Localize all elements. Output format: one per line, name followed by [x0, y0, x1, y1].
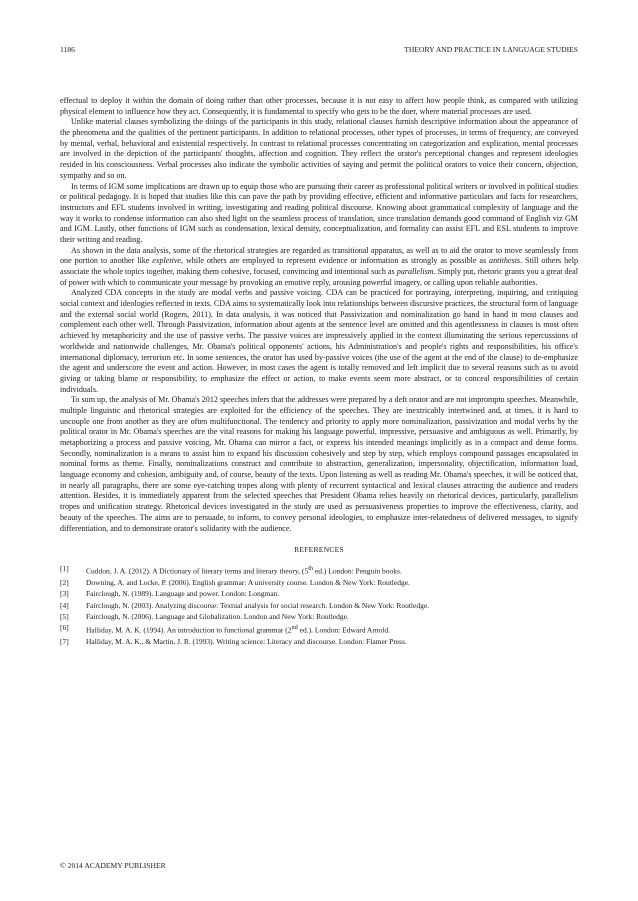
reference-text: Halliday, M. A. K., & Martin, J. R. (1993). Writing science: Literacy and discourse. London: Flamer Press. — [86, 637, 407, 647]
reference-item — [60, 636, 578, 647]
reference-list — [60, 563, 578, 648]
reference-item — [60, 577, 578, 588]
term-parallelism: parallelism — [396, 267, 434, 276]
text-run: . Simply put, rhetoric grants you a great deal of power with which to communicate your message by provoking an emotive reply, arousing powerful imagery, or calling upon reliable authorities. — [60, 267, 578, 287]
reference-number: [4] — [60, 600, 69, 610]
reference-text: Fairclough, N. (1989). Language and power. London: Longman. — [86, 589, 280, 599]
paragraph-rhetorical-strategies — [60, 246, 578, 289]
term-expletive: expletive — [152, 256, 182, 266]
reference-item — [60, 622, 578, 636]
reference-number: [6] — [60, 623, 69, 633]
paragraph-igm-implications: In terms of IGM some implications are drawn up to equip those who are pursuing their career as professional political writers or involved in political studies or political pedagogy. It is hoped that studies like this can pave the path by providing effective, efficient and informative particulars and facts for researchers, instructors and EFL students involved in writing, investigating and reading political discourse. Knowing about grammatical complexity of language and the way it works to condense information can also shed light on the seamless process of translation, since translation demands good command of English viz GM and IGM. Lastly, other functions of IGM such as condensation, lexical density, conceptualization, and formality can assist EFL and ESL students to improve their writing and reading. — [60, 181, 578, 244]
reference-item — [60, 588, 578, 599]
reference-text: Downing, A. and Locke, P. (2006). English grammar: A university course. London & New York: Routledge. — [86, 577, 410, 587]
copyright-footer: © 2014 ACADEMY PUBLISHER — [60, 861, 166, 870]
reference-text: Fairclough, N. (2003). Analyzing discourse: Textual analysis for social research. London & New York: Routledge. — [86, 600, 430, 610]
reference-number: [2] — [60, 577, 69, 587]
paragraph-relational-clauses: Unlike material clauses symbolizing the doings of the participants in this study, relational clauses furnish descriptive information about the appearance of the phenomena and the qualities of the pertinent participants. In addition to relational processes, other types of processes, in terms of frequency, are conveyed by mental, verbal, behavioral and existential respectively. In contrast to relational processes concentrating on categorization and explication, mental processes are involved in the depiction of the participants' thoughts, affection and cognition. They reflect the orator's perceptional changes and represent ideologies resided in his consciousness. Verbal processes also indicate the symbolic activities of saying and permit the political orators to voice their concern, objection, sympathy and so on. — [60, 117, 578, 180]
reference-number: [5] — [60, 612, 69, 621]
paragraph-cda-concepts: Analyzed CDA concepts in the study are modal verbs and passive voicing. CDA can be practiced for portraying, interpreting, inquiring, and critiquing social context and ideologies reflected in texts. CDA aims to systematically look into relationships between discursive practices, the structural form of language and the external social world (Rogers, 2011). In data analysis, it was noticed that Passivization and nominalization go hand in hand in most clauses and complement each other well. Through Passivization, information about agents at the sentence level are omitted and this agentlessness in clauses is most often achieved by metaphoricity and the use of passive verbs. The passive voices are impressively applied in the context illuminating the serious repercussions of worldwide and nationwide challenges, Mr. Obama's political opponents' actions, his Administration's and people's rights and responsibilities, his office's international diplomacy, terrorism etc. In some sentences, the orator has used by-passive voices (the use of the agent at the end of the clause) to de-emphasize the agent and underscore the event and action. However, in most cases the agent is totally removed and left implicit due to several reasons such as to avoid giving or taking blame or responsibility, to emphasize the effect or action, to make events seem more abstract, or to conceal responsibilities of certain individuals. — [60, 288, 578, 394]
reference-text: Fairclough, N. (2006). Language and Globalization. London and New York: Routledge. — [86, 612, 349, 621]
term-antithesis: antithesis — [489, 256, 521, 266]
reference-text: Cuddon, J. A. (2012). A Dictionary of literary terms and literary theory, (5th ed.) London: Penguin books. — [86, 564, 402, 576]
reference-item — [60, 563, 578, 577]
reference-text: Halliday, M. A. K. (1994). An introduction to functional grammar (2nd ed.). London: Edward Arnold. — [86, 624, 391, 635]
page-number: 1186 — [60, 44, 75, 54]
journal-title: THEORY AND PRACTICE IN LANGUAGE STUDIES — [404, 44, 578, 54]
running-header — [60, 43, 578, 55]
paragraph-summary: To sum up, the analysis of Mr. Obama's 2012 speeches infers that the addresses were prepared by a deft orator and are not impromptu speeches. Meanwhile, multiple linguistic and rhetorical strategies are exploited for the efficiency of the speeches. They are inextricably intertwined and, at times, it is hard to uncouple one from another as they are often multifunctional. The tendency and priority to apply more nominalization, passivization and modal verbs by the political orator in Mr. Obama's speeches are the vital reasons for making his language powerful, impressive, persuasive and ambiguous as well. Primarily, by metaphorizing a process and passive voicing, Mr. Obama can mirror a fact, or express his intended meanings implicitly as in a compact and dense forms. Secondly, nominalization is a means to assist him to expand his discussion cohesively and step by step, which employs compound passages encapsulated in nominal forms as theme. Finally, nominalizations construct and contribute to abstraction, generalization, impersonality, objectification, information load, language economy and cohesion, ambiguity and, of course, beauty of the texts. Upon listening as well as reading Mr. Obama's speeches, it will be noticed that, in nearly all paragraphs, there are some eye-catching tropes along with plenty of recurrent syntactical and lexical clauses attracting the audience and readers attention. Besides, it is immediately apparent from the selected speeches that President Obama relies heavily on rhetorical devices, particularly, parallelism tropes and unification strategy. Rhetorical devices investigated in the study are used as persuasiveness properties to improve the effectiveness, clarity, and beauty of the speeches. The aims are to persuade, to inform, to convey personal ideologies, to emphasize inter-relatedness of delivered messages, to signify differentiation, and to demonstrate orator's solidarity with the audience. — [60, 395, 578, 533]
text-run: . Still others help associate the whole topics together, making them cohesive, focused, convincing and intentional such as — [60, 256, 579, 276]
reference-number: [3] — [60, 589, 69, 599]
reference-item — [60, 600, 578, 611]
reference-number: [1] — [60, 563, 69, 573]
article-body — [60, 96, 578, 648]
text-run: , while others are employed to represent evidence or information as strongly as possible as — [181, 256, 490, 266]
paragraph-continuation: effectual to deploy it within the domain of doing rather than other processes, because it is not easy to affect how people think, as compared with utilizing physical element to influence how they act. Consequently, it is fundamental to specify who gets to be the doer, where material processes are used. — [60, 96, 578, 116]
text-run: As shown in the data analysis, some of the rhetorical strategies are regarded as transitional apparatus, as well as to aid the orator to move seamlessly from one portion to another like — [60, 245, 578, 266]
reference-number: [7] — [60, 637, 69, 647]
reference-item — [60, 611, 578, 622]
references-heading: REFERENCES — [294, 545, 344, 555]
